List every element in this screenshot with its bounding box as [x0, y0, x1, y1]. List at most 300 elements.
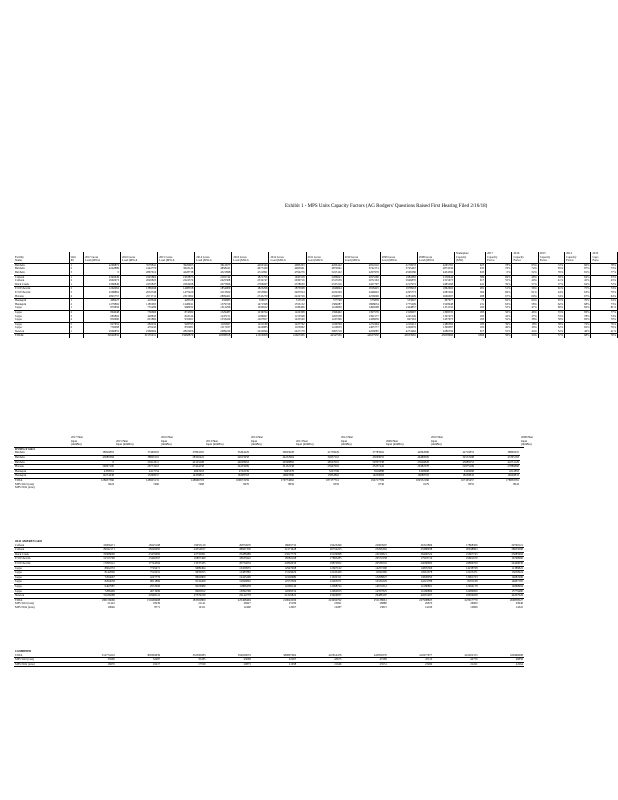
table-cell: 1475429: [158, 291, 195, 295]
table-cell: 4063941: [269, 267, 306, 271]
table-cell: 19955120: [161, 544, 206, 548]
table-cell: 25617779: [252, 552, 297, 557]
table-cell: 3745467: [380, 267, 417, 271]
table-cell: 24448030: [479, 561, 524, 566]
table-cell: 14805366: [388, 566, 433, 571]
table-cell: 225468494: [237, 597, 251, 602]
table-cell: 49%: [512, 279, 538, 283]
table-cell: 12099554: [252, 589, 297, 594]
table-cell: 1: [69, 306, 83, 310]
table-cell: 2446622: [343, 291, 380, 295]
table-cell: 76%: [486, 267, 512, 271]
table-cell: 55%: [486, 306, 512, 310]
table-cell: [385, 486, 430, 490]
table-cell: 42615958: [205, 455, 250, 460]
table-cell: 42251129: [475, 460, 520, 465]
table-cell: 1424857: [380, 306, 417, 310]
table-cell: 17744394: [116, 561, 161, 566]
table-cell: 16847896: [250, 474, 295, 479]
table-cell: 4358561: [70, 469, 115, 474]
table-cell: 40598882: [250, 460, 295, 465]
table-cell: 2349649: [83, 275, 120, 279]
table-cell: 41%: [591, 330, 618, 334]
table-cell: 66%: [486, 291, 512, 295]
table-cell: 847263: [380, 318, 417, 322]
table-cell: 28226095: [116, 548, 161, 553]
table-cell: 1553132: [269, 303, 306, 307]
table-cell: 33494229: [205, 451, 250, 455]
table-cell: 39457116: [295, 455, 340, 460]
table-cell: 169671959: [235, 477, 249, 482]
table-cell: (mmBtu): [160, 443, 205, 447]
table-cell: 1262962: [83, 287, 120, 291]
table-cell: 22903997: [342, 544, 387, 548]
table-cell: 67%: [565, 295, 591, 299]
table-cell: Input: [71, 438, 78, 443]
table-cell: 13828050: [388, 575, 433, 580]
table-cell: 2399875: [306, 295, 343, 299]
table-cell: 54%: [538, 295, 564, 299]
table-cell: 2217972: [380, 283, 417, 287]
table-cell: 194717709: [370, 477, 384, 482]
table-cell: 37785662: [340, 451, 385, 455]
table-cell: 2008 Heat: [521, 435, 533, 439]
table-cell: 2427179: [269, 330, 306, 334]
table-cell: 58%: [538, 318, 564, 322]
table-cell: 11389822: [479, 566, 524, 571]
table-cell: 39629028: [250, 451, 295, 455]
table-cell: 874382: [158, 310, 195, 314]
table-cell: 21607745: [433, 552, 478, 557]
table-cell: 2016 Heat: [161, 435, 173, 439]
table-cell: 78%: [565, 315, 591, 319]
table-cell: 2017 Heat: [71, 435, 83, 439]
table-cell: Baldwin: [14, 263, 69, 267]
table-cell: MPS SO2 (tons): [15, 481, 35, 486]
table-cell: 22862936: [252, 561, 297, 566]
table-cell: 25109968: [297, 552, 342, 557]
table-cell: 62%: [486, 299, 512, 303]
table-cell: 1439709: [306, 322, 343, 326]
table-cell: 2156944: [417, 275, 454, 279]
table-cell: TOTAL: [14, 334, 69, 338]
table-cell: 1272464: [343, 322, 380, 326]
table-cell: Coffeen: [14, 279, 69, 283]
table-cell: 2966855: [83, 330, 120, 334]
table-cell: 2315992: [158, 295, 195, 299]
table-cell: 8476: [243, 481, 249, 486]
table-cell: 13537435: [161, 561, 206, 566]
table-cell: 4228738: [158, 271, 195, 275]
table-cell: 25646828: [385, 460, 430, 465]
table-cell: 12425206: [206, 575, 251, 580]
table-cell: 2313559: [306, 279, 343, 283]
table-cell: 11626689: [252, 575, 297, 580]
table-cell: 11922311: [297, 575, 342, 580]
table-cell: 553647: [380, 299, 417, 303]
table-cell: MPS NOx (tons): [14, 662, 70, 667]
table-cell: Newton: [14, 330, 69, 334]
table-cell: 7286469: [70, 589, 115, 594]
table-cell: 13459955: [206, 566, 251, 571]
table-cell: 843144: [158, 315, 195, 319]
table-cell: 6196968: [385, 469, 430, 474]
table-cell: 2222729: [269, 295, 306, 299]
table-cell: 1499298: [343, 306, 380, 310]
table-cell: 1584087: [306, 303, 343, 307]
table-cell: TOTA: [15, 477, 23, 482]
table-cell: Joppa: [14, 580, 70, 585]
table-cell: 58%: [512, 303, 538, 307]
table-cell: 6: [69, 295, 83, 299]
table-cell: 1471598: [232, 303, 269, 307]
table-cell: 1946844: [306, 287, 343, 291]
table-cell: 17559: [161, 662, 206, 667]
table-cell: 63%: [486, 303, 512, 307]
table-cell: 2287494: [417, 291, 454, 295]
table-cell: 21216822: [252, 594, 297, 599]
table-cell: 4286559: [417, 330, 454, 334]
table-cell: 617: [455, 330, 486, 334]
table-cell: 3612677: [195, 263, 232, 267]
table-cell: Joppa: [14, 318, 69, 322]
table-cell: 61%: [512, 291, 538, 295]
table-cell: 62%: [538, 303, 564, 307]
table-cell: 27886868: [475, 465, 520, 470]
table-cell: 1390087: [417, 326, 454, 330]
table-cell: 1984382: [380, 275, 417, 279]
table-cell: 1978918: [380, 287, 417, 291]
table-cell: 65%: [538, 299, 564, 303]
table-cell: 736600: [121, 310, 158, 314]
table-cell: 40088658: [195, 334, 232, 338]
table-cell: 23476082: [116, 552, 161, 557]
table-cell: 3643142: [158, 267, 195, 271]
table-cell: Factor: [512, 259, 538, 263]
table-cell: 2366840: [83, 283, 120, 287]
table-cell: 3225799: [295, 469, 340, 474]
table-cell: 2008 Gross: [417, 256, 454, 260]
table-cell: 1416830: [306, 306, 343, 310]
table-cell: 9359: [333, 481, 339, 486]
table-cell: 35600: [70, 658, 115, 663]
table-cell: Input: [341, 438, 348, 443]
table-cell: 2055266: [343, 275, 380, 279]
table-cell: 1317937: [195, 326, 232, 330]
table-cell: 830690: [83, 318, 120, 322]
table-cell: 183: [455, 318, 486, 322]
table-cell: 13961723: [433, 575, 478, 580]
table-cell: 1248941: [158, 303, 195, 307]
table-cell: 14357825: [342, 589, 387, 594]
table-cell: 2009 Gross: [380, 256, 417, 260]
table-cell: ID: [69, 259, 83, 263]
table-cell: 74%: [565, 322, 591, 326]
table-cell: 1428959: [343, 318, 380, 322]
table-cell: 8662253: [70, 566, 115, 571]
table-cell: 65%: [538, 267, 564, 271]
table-cell: 2571711: [121, 295, 158, 299]
table-cell: 57%: [538, 283, 564, 287]
table-cell: 356677: [232, 299, 269, 303]
table-cell: 25237442: [340, 465, 385, 470]
table-cell: 42601267: [388, 594, 433, 599]
table-cell: 1823296: [232, 287, 269, 291]
table-cell: 401022315: [433, 654, 478, 658]
table-cell: 12068724: [297, 584, 342, 589]
table-cell: Joppa: [14, 326, 69, 330]
table-cell: 52%: [538, 330, 564, 334]
table-cell: 27376250: [161, 594, 206, 599]
table-cell: 67%: [486, 295, 512, 299]
table-cell: [250, 486, 295, 490]
table-cell: 46%: [486, 326, 512, 330]
table-cell: 26754223: [297, 548, 342, 553]
table-cell: 75: [455, 299, 486, 303]
table-cell: 44627950: [343, 334, 380, 338]
table-cell: 28635068: [479, 548, 524, 553]
table-cell: 20572258: [342, 557, 387, 562]
table-cell: 61%: [538, 287, 564, 291]
table-cell: 18238843: [430, 474, 475, 479]
table-cell: 2485268: [417, 283, 454, 287]
table-cell: 9659055: [161, 571, 206, 576]
table-cell: Joppa: [14, 571, 70, 576]
table-cell: 13650924: [479, 571, 524, 576]
table-cell: 18635922: [206, 557, 251, 562]
table-cell: 26900: [470, 601, 478, 606]
table-cell: 835981: [158, 326, 195, 330]
table-cell: 2992973: [83, 279, 120, 283]
table-cell: 10111: [198, 604, 206, 609]
table-cell: Load (MW-h: [121, 259, 158, 263]
table-cell: 22948141: [116, 594, 161, 599]
table-cell: 46480009: [385, 455, 430, 460]
table-cell: 1391577: [343, 315, 380, 319]
table-cell: 24068900: [388, 561, 433, 566]
table-cell: 2014 Heat: [251, 435, 263, 439]
table-cell: 30%: [512, 326, 538, 330]
table-cell: 5225122: [306, 271, 343, 275]
table-cell: 314774210: [70, 654, 115, 658]
table-cell: 1186496: [269, 306, 306, 310]
table-cell: 28886: [379, 601, 387, 606]
table-cell: 18239: [152, 601, 161, 606]
table-cell: 19061670: [433, 557, 478, 562]
table-cell: 43%: [486, 315, 512, 319]
table-cell: 2224374: [158, 279, 195, 283]
table-cell: Newton: [14, 594, 70, 599]
table-cell: 17698112: [70, 561, 115, 566]
table-cell: Hennepin: [14, 474, 70, 479]
table-cell: 55%: [486, 279, 512, 283]
table-cell: 12694178: [433, 584, 478, 589]
table-cell: 23466837: [297, 594, 342, 599]
table-cell: 635: [455, 267, 486, 271]
table-cell: 445856370: [343, 654, 388, 658]
combined-totals-table: [14, 650, 524, 667]
section-label: OLD AMEREN GRO: [15, 539, 42, 543]
table-cell: Facto: [591, 259, 618, 263]
table-cell: 1245146: [380, 315, 417, 319]
table-cell: Baldwin: [14, 460, 70, 465]
table-cell: 14667165: [479, 580, 524, 585]
table-cell: (mmBtu): [70, 443, 115, 447]
table-cell: 64%: [565, 283, 591, 287]
table-cell: 81%: [565, 271, 591, 275]
table-cell: 47285: [343, 658, 388, 663]
table-cell: 32235699: [205, 465, 250, 470]
table-cell: 1318697: [380, 310, 417, 314]
table-cell: 148966703: [190, 477, 204, 482]
table-cell: 8142806: [70, 571, 115, 576]
table-cell: 14961678: [388, 571, 433, 576]
table-cell: 2: [69, 303, 83, 307]
table-cell: 2015 Gross: [158, 256, 195, 260]
table-cell: 29042171: [70, 548, 115, 553]
table-cell: 14334229: [342, 580, 387, 585]
table-cell: [340, 486, 385, 490]
table-cell: 410814476: [297, 654, 342, 658]
page-title: Exhibit 1 - MPS Units Capacity Factors (AG Rodgers' Questions Raised First Hearing Filed 2/16/18): [285, 204, 488, 209]
table-cell: 13815: [379, 604, 387, 609]
table-cell: 55%: [486, 330, 512, 334]
table-cell: 21141: [198, 601, 206, 606]
table-cell: 14238768: [433, 566, 478, 571]
table-cell: 1351132: [417, 306, 454, 310]
table-cell: 53%: [538, 315, 564, 319]
table-cell: 1279892: [83, 303, 120, 307]
table-cell: 9179: [423, 481, 429, 486]
table-cell: [205, 486, 250, 490]
table-cell: 29488197: [342, 594, 387, 599]
table-cell: Input (mmBtu): [115, 443, 160, 447]
table-cell: 21038: [252, 662, 297, 667]
table-cell: 43086553: [430, 460, 475, 465]
table-cell: Havana: [14, 295, 69, 299]
table-cell: 48%: [512, 275, 538, 279]
table-cell: 4858441: [195, 267, 232, 271]
table-cell: 2809461: [195, 295, 232, 299]
table-cell: Capacity: [538, 256, 564, 260]
table-cell: 6696: [455, 334, 486, 338]
table-cell: 28320422: [160, 455, 205, 460]
table-cell: 186156666: [101, 597, 115, 602]
table-cell: 2013 Heat: [206, 438, 218, 443]
table-cell: 73%: [591, 303, 618, 307]
table-cell: 313518: [269, 299, 306, 303]
table-cell: 18665732: [252, 544, 297, 548]
table-cell: MPS NOx (tons): [15, 485, 35, 490]
table-cell: 16239083: [340, 474, 385, 479]
table-cell: 1: [69, 299, 83, 303]
table-cell: Havana: [14, 465, 70, 470]
table-cell: 13298257: [115, 474, 160, 479]
table-cell: 183502800: [192, 597, 206, 602]
table-cell: 210022299: [283, 597, 297, 602]
table-cell: 12299140: [252, 584, 297, 589]
table-cell: 72%: [538, 263, 564, 267]
table-cell: 20769121: [479, 544, 524, 548]
table-cell: 41730929: [295, 451, 340, 455]
table-cell: 29670: [424, 601, 433, 606]
table-cell: 8465652: [161, 589, 206, 594]
table-cell: 4262344: [232, 263, 269, 267]
table-cell: Nameplate: [455, 252, 486, 256]
table-cell: 1267827: [232, 318, 269, 322]
table-cell: 627652: [83, 322, 120, 326]
table-cell: 81%: [591, 306, 618, 310]
table-cell: 4874536: [417, 267, 454, 271]
table-cell: 12400: [243, 604, 251, 609]
table-cell: 1197473: [417, 315, 454, 319]
table-cell: Capacity: [512, 256, 538, 260]
table-cell: Input (mmBtu): [205, 443, 250, 447]
table-cell: 227998823: [419, 597, 433, 602]
table-cell: 2867612: [121, 271, 158, 275]
table-cell: 1236764: [232, 310, 269, 314]
table-cell: 879656: [83, 306, 120, 310]
table-cell: 54%: [591, 299, 618, 303]
table-cell: 51%: [486, 287, 512, 291]
table-cell: 28496322: [388, 552, 433, 557]
table-cell: Name: [14, 259, 69, 263]
table-cell: MPS SO2 (tons): [15, 601, 35, 606]
table-cell: 2009 Heat: [386, 438, 398, 443]
table-cell: 31186298: [70, 594, 115, 599]
table-cell: 12572309: [252, 580, 297, 585]
table-cell: 22732901: [161, 552, 206, 557]
table-cell: 1875908: [269, 287, 306, 291]
table-cell: Coffeen: [14, 544, 70, 548]
table-cell: 25288486: [206, 552, 251, 557]
table-cell: 44%: [538, 291, 564, 295]
table-cell: 1486584: [417, 322, 454, 326]
table-cell: 19423260: [297, 544, 342, 548]
table-cell: 2267976: [343, 271, 380, 275]
table-cell: 223492762: [328, 597, 342, 602]
section-label: COMBINED: [15, 649, 32, 653]
table-cell: 52%: [538, 326, 564, 330]
table-cell: 78%: [591, 263, 618, 267]
table-cell: TOTA: [15, 597, 23, 602]
table-cell: 1223540: [269, 318, 306, 322]
table-cell: 4266142: [306, 263, 343, 267]
table-cell: 260858527: [509, 597, 523, 602]
table-cell: Input: [251, 438, 258, 443]
table-cell: 397677: [417, 299, 454, 303]
table-cell: 2013: [591, 252, 618, 256]
table-cell: 8355: [468, 481, 474, 486]
table-cell: 1333429: [195, 318, 232, 322]
table-cell: 16217: [116, 662, 161, 667]
table-cell: 26310806: [388, 544, 433, 548]
table-cell: 42862086: [385, 451, 430, 455]
table-cell: Load (MW-h: [232, 259, 269, 263]
table-cell: 13129929: [252, 571, 297, 576]
table-cell: 2235847: [121, 283, 158, 287]
table-cell: 1216412: [380, 322, 417, 326]
table-cell: 23551: [343, 662, 388, 667]
table-cell: 1: [69, 330, 83, 334]
table-cell: Joppa: [14, 575, 70, 580]
table-cell: 43%: [591, 279, 618, 283]
table-cell: 2012 Heat: [341, 435, 353, 439]
table-cell: TOTA: [14, 654, 70, 658]
nox-row: [14, 662, 524, 667]
table-cell: 1645862: [121, 275, 158, 279]
table-cell: 12265071: [297, 580, 342, 585]
